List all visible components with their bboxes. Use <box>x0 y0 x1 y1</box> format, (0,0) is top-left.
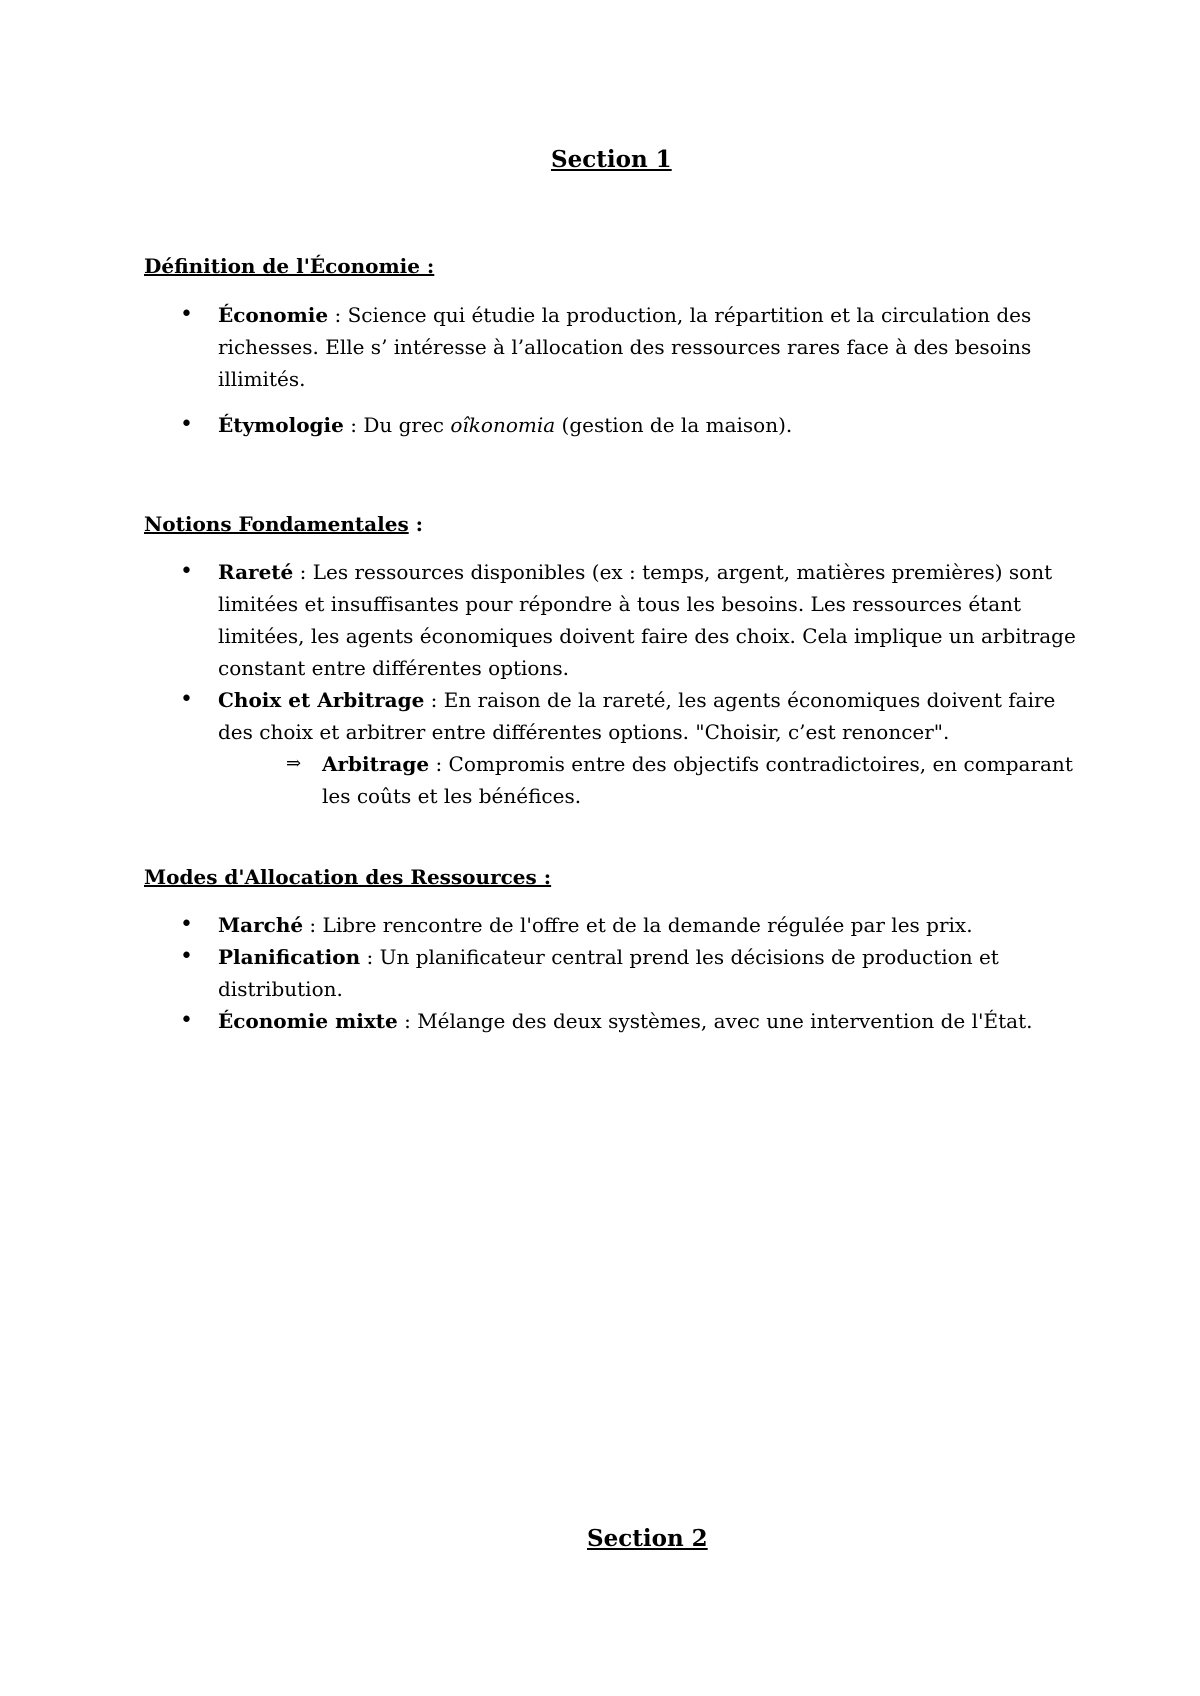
term-label: Planification <box>218 945 361 969</box>
bullet-icon: • <box>180 1008 193 1033</box>
list-item <box>144 1005 1084 1037</box>
modes-heading-text: Modes d'Allocation des Ressources : <box>144 865 552 889</box>
term-label: Arbitrage <box>322 752 430 776</box>
bullet-icon: • <box>180 912 193 937</box>
section-2-title: Section 2 <box>587 1525 708 1552</box>
term-label: Choix et Arbitrage <box>218 688 425 712</box>
term-label: Économie <box>218 303 329 327</box>
term-description: : Du grec <box>343 413 451 437</box>
sub-item <box>144 748 1084 812</box>
notions-list <box>144 556 1084 812</box>
list-item <box>144 299 1084 395</box>
list-item <box>144 941 1084 1005</box>
list-item <box>144 556 1084 684</box>
term-label: Économie mixte <box>218 1009 398 1033</box>
modes-list <box>144 909 1084 1037</box>
term-description: : Les ressources disponibles (ex : temps, argent, matières premières) sont limitées et insuffisantes pour répondre à tous les besoins. Les ressources étant limitées, les agents économiques doivent faire des choix. Cela implique un arbitrage constant entre différentes options. <box>218 560 1076 680</box>
list-item <box>144 684 1084 748</box>
bullet-icon: • <box>180 944 193 969</box>
term-label: Rareté <box>218 560 294 584</box>
bullet-icon: • <box>180 302 193 327</box>
term-description: : Science qui étudie la production, la répartition et la circulation des richesses. Elle s’ intéresse à l’allocation des ressources rares face à des besoins illimités. <box>218 303 1032 391</box>
term-description: : En raison de la rareté, les agents économiques doivent faire des choix et arbitrer entre différentes options. "Choisir, c’est renoncer". <box>218 688 1056 744</box>
implies-arrow-icon: ⇒ <box>286 753 302 774</box>
notions-heading-suffix: : <box>408 512 424 536</box>
definition-heading <box>144 254 434 278</box>
bullet-icon: • <box>180 559 193 584</box>
section-1-title: Section 1 <box>551 146 672 173</box>
term-description: : Compromis entre des objectifs contradictoires, en comparant les coûts et les bénéfices. <box>322 752 1073 808</box>
term-italic-word: oîkonomia <box>450 413 556 437</box>
term-description-end: (gestion de la maison). <box>555 413 793 437</box>
notions-heading-text: Notions Fondamentales <box>144 512 409 536</box>
term-description: : Libre rencontre de l'offre et de la demande régulée par les prix. <box>303 913 973 937</box>
term-label: Étymologie <box>218 413 344 437</box>
term-label: Marché <box>218 913 304 937</box>
modes-heading <box>144 865 551 889</box>
definition-list <box>144 299 1084 441</box>
list-item <box>144 409 1084 441</box>
bullet-icon: • <box>180 687 193 712</box>
definition-heading-text: Définition de l'Économie : <box>144 254 435 278</box>
notions-heading <box>144 512 423 536</box>
term-description: : Un planificateur central prend les décisions de production et distribution. <box>218 945 999 1001</box>
list-item <box>144 909 1084 941</box>
term-description: : Mélange des deux systèmes, avec une intervention de l'État. <box>397 1009 1033 1033</box>
bullet-icon: • <box>180 412 193 437</box>
